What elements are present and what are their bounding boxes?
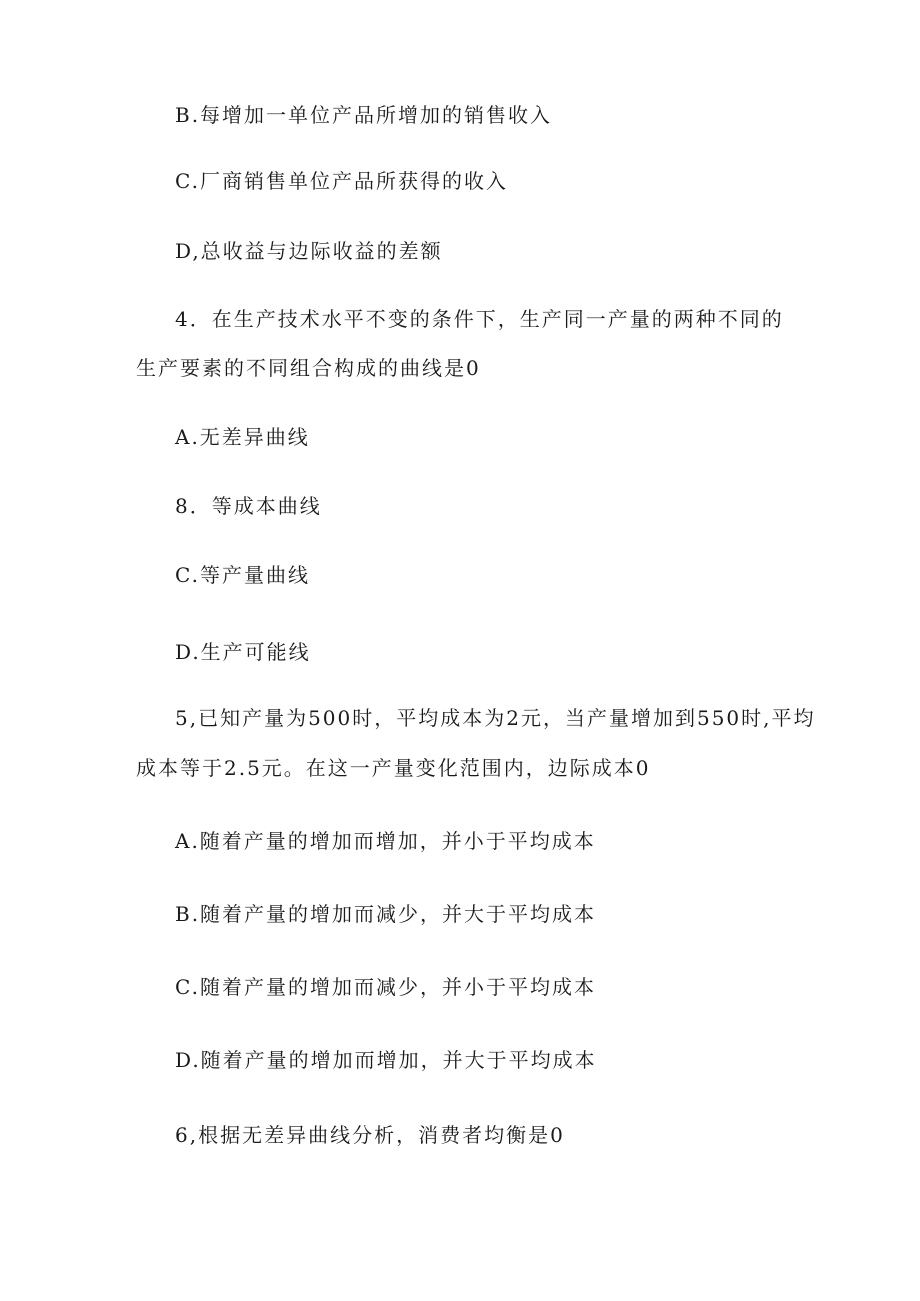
q3-option-b: B.每增加一单位产品所增加的销售收入 — [175, 103, 553, 127]
q5-option-b: B.随着产量的增加而减少，并大于平均成本 — [175, 902, 597, 926]
q4-option-a: A.无差异曲线 — [175, 425, 310, 449]
q4-option-d: D.生产可能线 — [175, 640, 311, 664]
q3-option-c: C.厂商销售单位产品所获得的收入 — [175, 169, 508, 193]
q4-option-c: C.等产量曲线 — [175, 563, 310, 587]
q3-option-d: D,总收益与边际收益的差额 — [175, 239, 443, 263]
q4-stem-line-1: 4．在生产技术水平不变的条件下，生产同一产量的两种不同的 — [175, 307, 784, 331]
q5-stem-line-1: 5,已知产量为500时，平均成本为2元，当产量增加到550时,平均 — [175, 706, 816, 730]
q4-stem-line-2: 生产要素的不同组合构成的曲线是0 — [136, 356, 481, 380]
q6-stem-line-1: 6,根据无差异曲线分析，消费者均衡是0 — [175, 1123, 565, 1147]
q5-option-d: D.随着产量的增加而增加，并大于平均成本 — [175, 1048, 597, 1072]
q5-option-c: C.随着产量的增加而减少，并小于平均成本 — [175, 975, 596, 999]
q5-stem-line-2: 成本等于2.5元。在这一产量变化范围内，边际成本0 — [136, 756, 651, 780]
q5-option-a: A.随着产量的增加而增加，并小于平均成本 — [175, 829, 596, 853]
q4-option-b: 8．等成本曲线 — [175, 494, 322, 518]
